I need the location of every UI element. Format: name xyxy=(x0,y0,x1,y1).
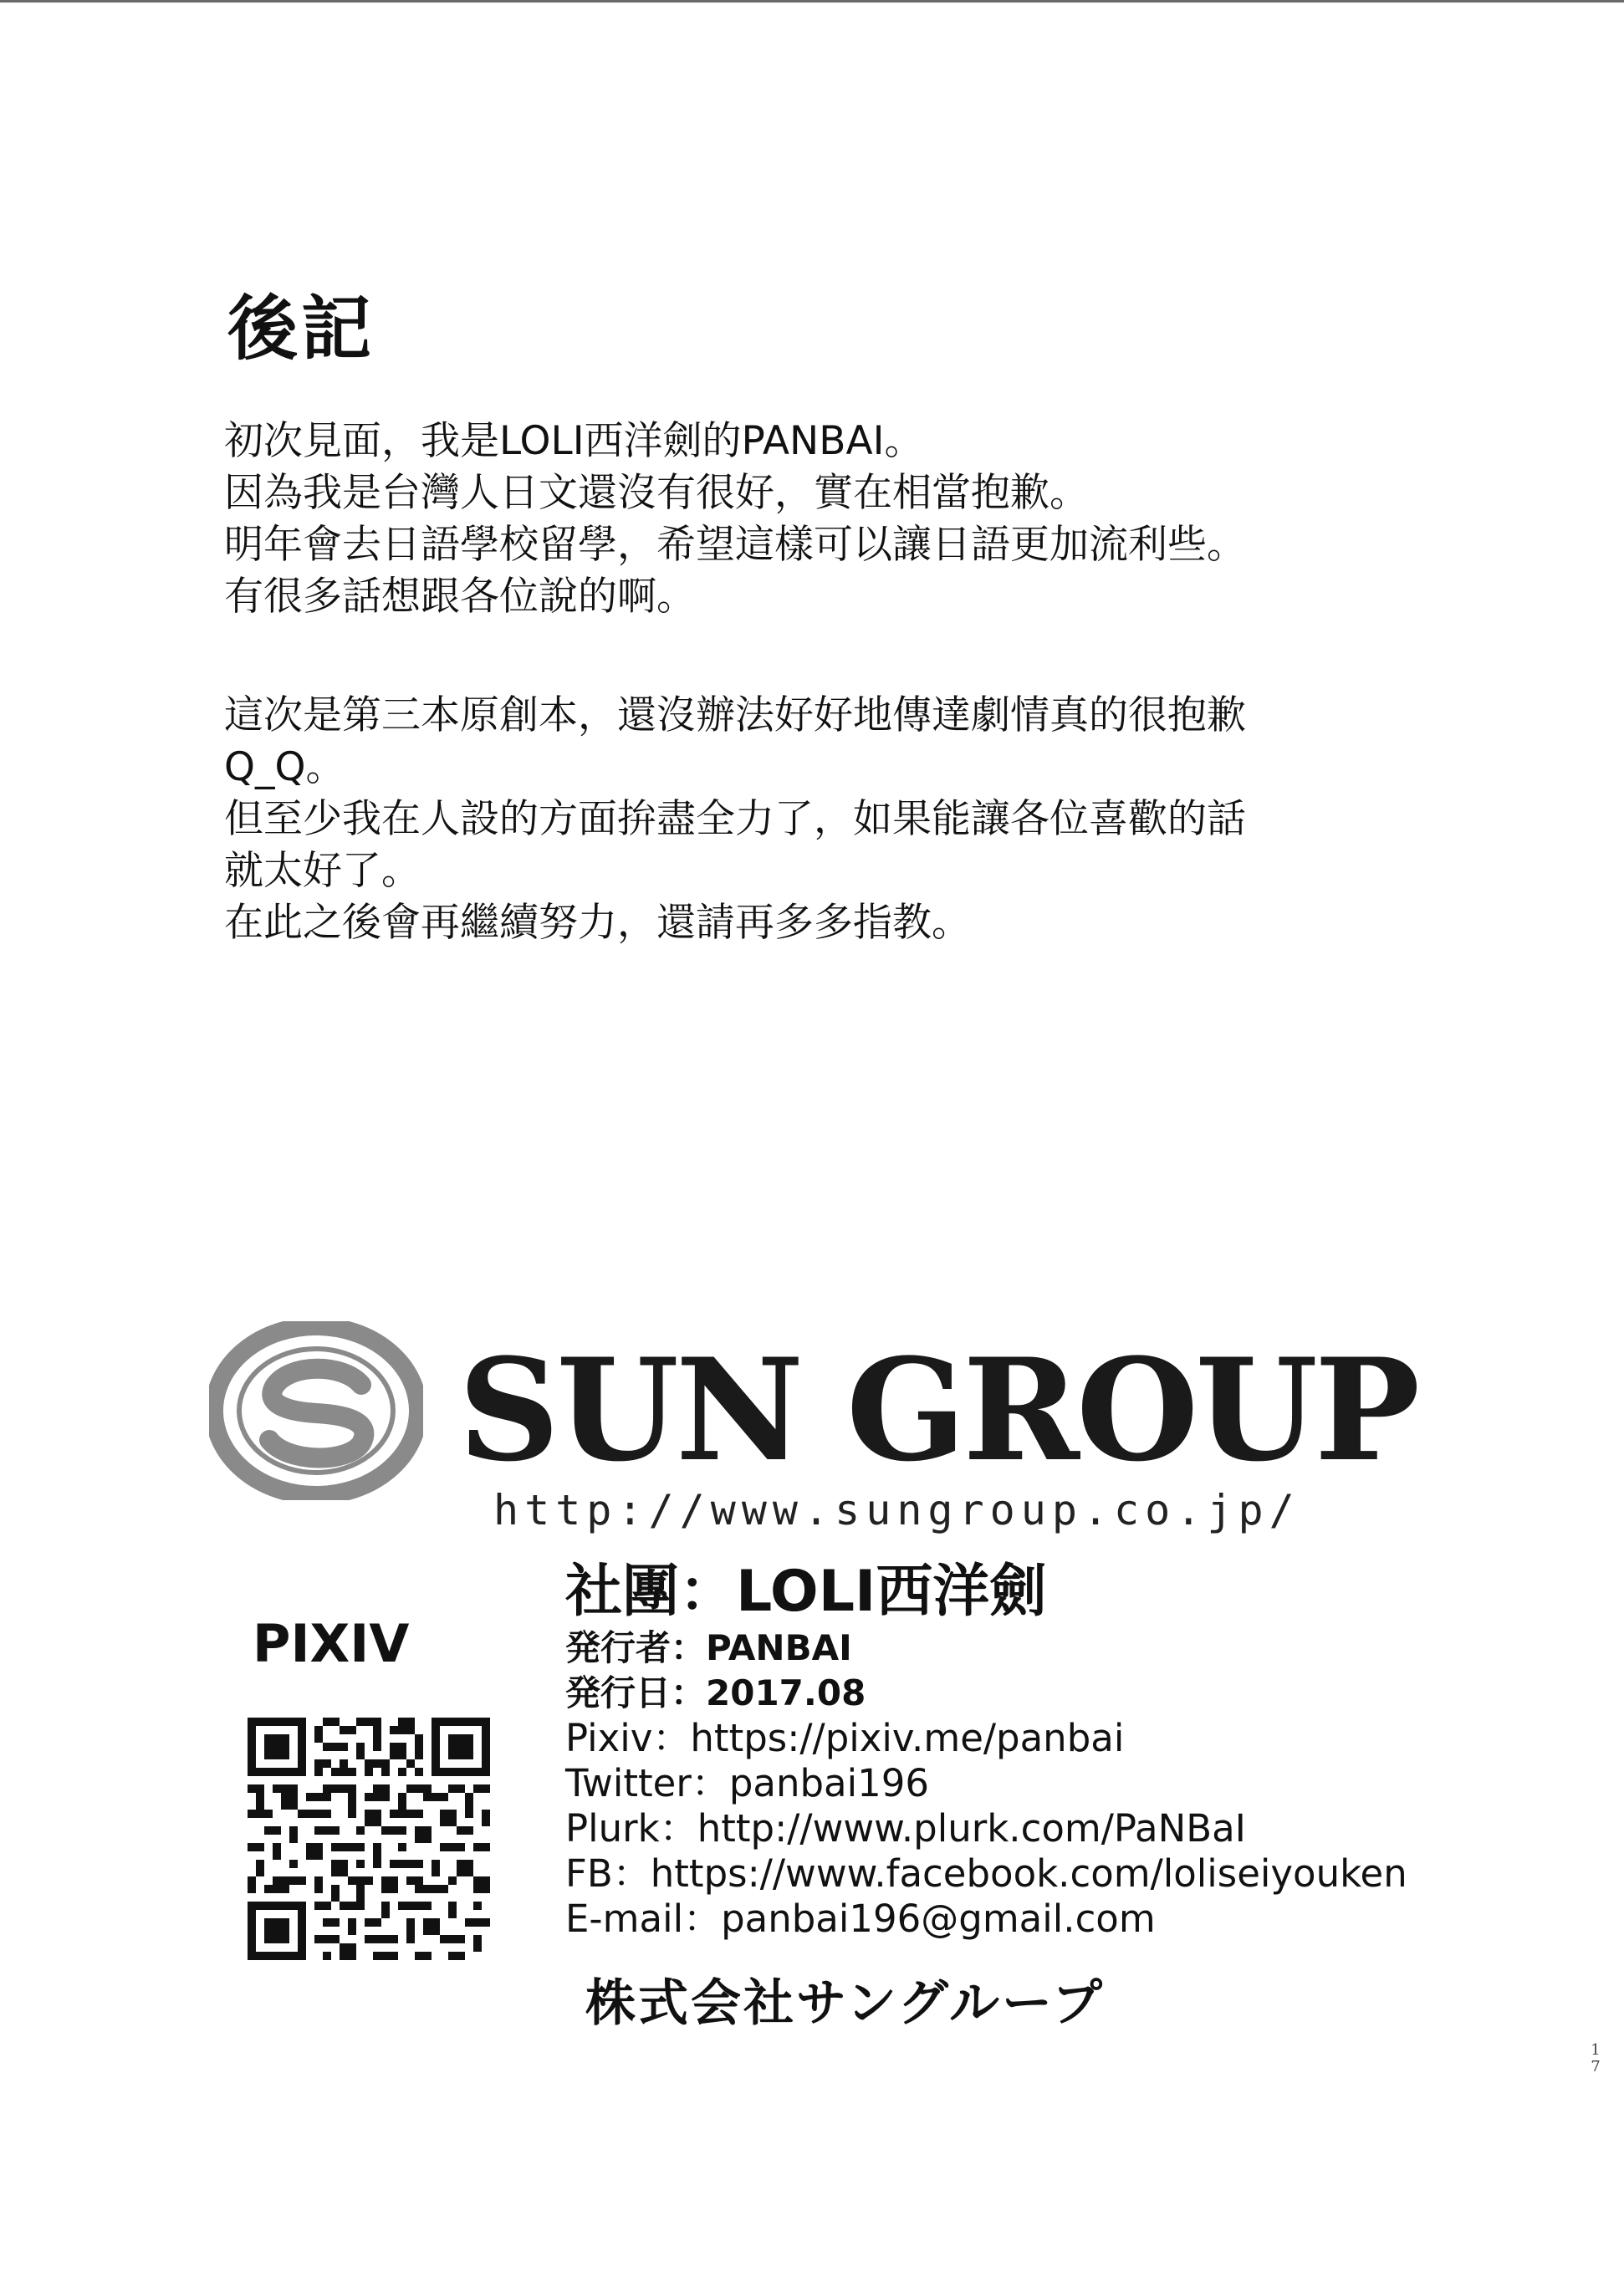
page-number-digit: 7 xyxy=(1591,2058,1601,2075)
text-line: Q_Q。 xyxy=(224,744,345,790)
colophon-info xyxy=(565,1626,1407,1942)
sun-group-url[interactable]: http://www.sungroup.co.jp/ xyxy=(493,1486,1300,1534)
page-number-digit: 1 xyxy=(1591,2041,1601,2059)
printer-company: 株式会社サングループ xyxy=(585,1974,1105,2033)
text-line: 有很多話想跟各位說的啊。 xyxy=(224,574,696,620)
publisher-line: 発行者：PANBAI xyxy=(565,1627,852,1668)
text-line: 在此之後會再繼續努力，還請再多多指教。 xyxy=(224,900,971,946)
text-line: 但至少我在人設的方面拚盡全力了，如果能讓各位喜歡的話 xyxy=(224,796,1246,842)
plurk-link[interactable]: Plurk：http://www.plurk.com/PaNBaI xyxy=(565,1806,1246,1851)
top-border-line xyxy=(0,0,1624,3)
twitter-link[interactable]: Twitter：panbai196 xyxy=(565,1761,930,1805)
pixiv-label: PIXIV xyxy=(253,1613,410,1674)
page-number xyxy=(1587,2042,1604,2075)
afterword-paragraph-2 xyxy=(224,690,1246,949)
text-line: 就太好了。 xyxy=(224,848,421,894)
facebook-link[interactable]: FB：https://www.facebook.com/loliseiyouken xyxy=(565,1851,1407,1896)
qr-code-icon[interactable] xyxy=(248,1718,490,1960)
email-link[interactable]: E-mail：panbai196@gmail.com xyxy=(565,1897,1156,1941)
pixiv-link[interactable]: Pixiv：https://pixiv.me/panbai xyxy=(565,1716,1125,1760)
sun-group-logo-icon xyxy=(209,1321,423,1500)
text-line: 這次是第三本原創本，還沒辦法好好地傳達劇情真的很抱歉 xyxy=(224,692,1246,738)
text-line: 明年會去日語學校留學，希望這樣可以讓日語更加流利些。 xyxy=(224,522,1246,568)
text-line: 初次見面，我是LOLI西洋劍的PANBAI。 xyxy=(224,418,924,464)
afterword-title: 後記 xyxy=(227,288,375,370)
circle-name: 社團：LOLI西洋劍 xyxy=(565,1559,1047,1625)
text-line: 因為我是台灣人日文還沒有很好，實在相當抱歉。 xyxy=(224,470,1089,516)
publish-date-line: 発行日：2017.08 xyxy=(565,1672,866,1713)
sun-group-logo-text: SUN GROUP xyxy=(458,1327,1417,1493)
afterword-paragraph-1 xyxy=(224,416,1246,623)
